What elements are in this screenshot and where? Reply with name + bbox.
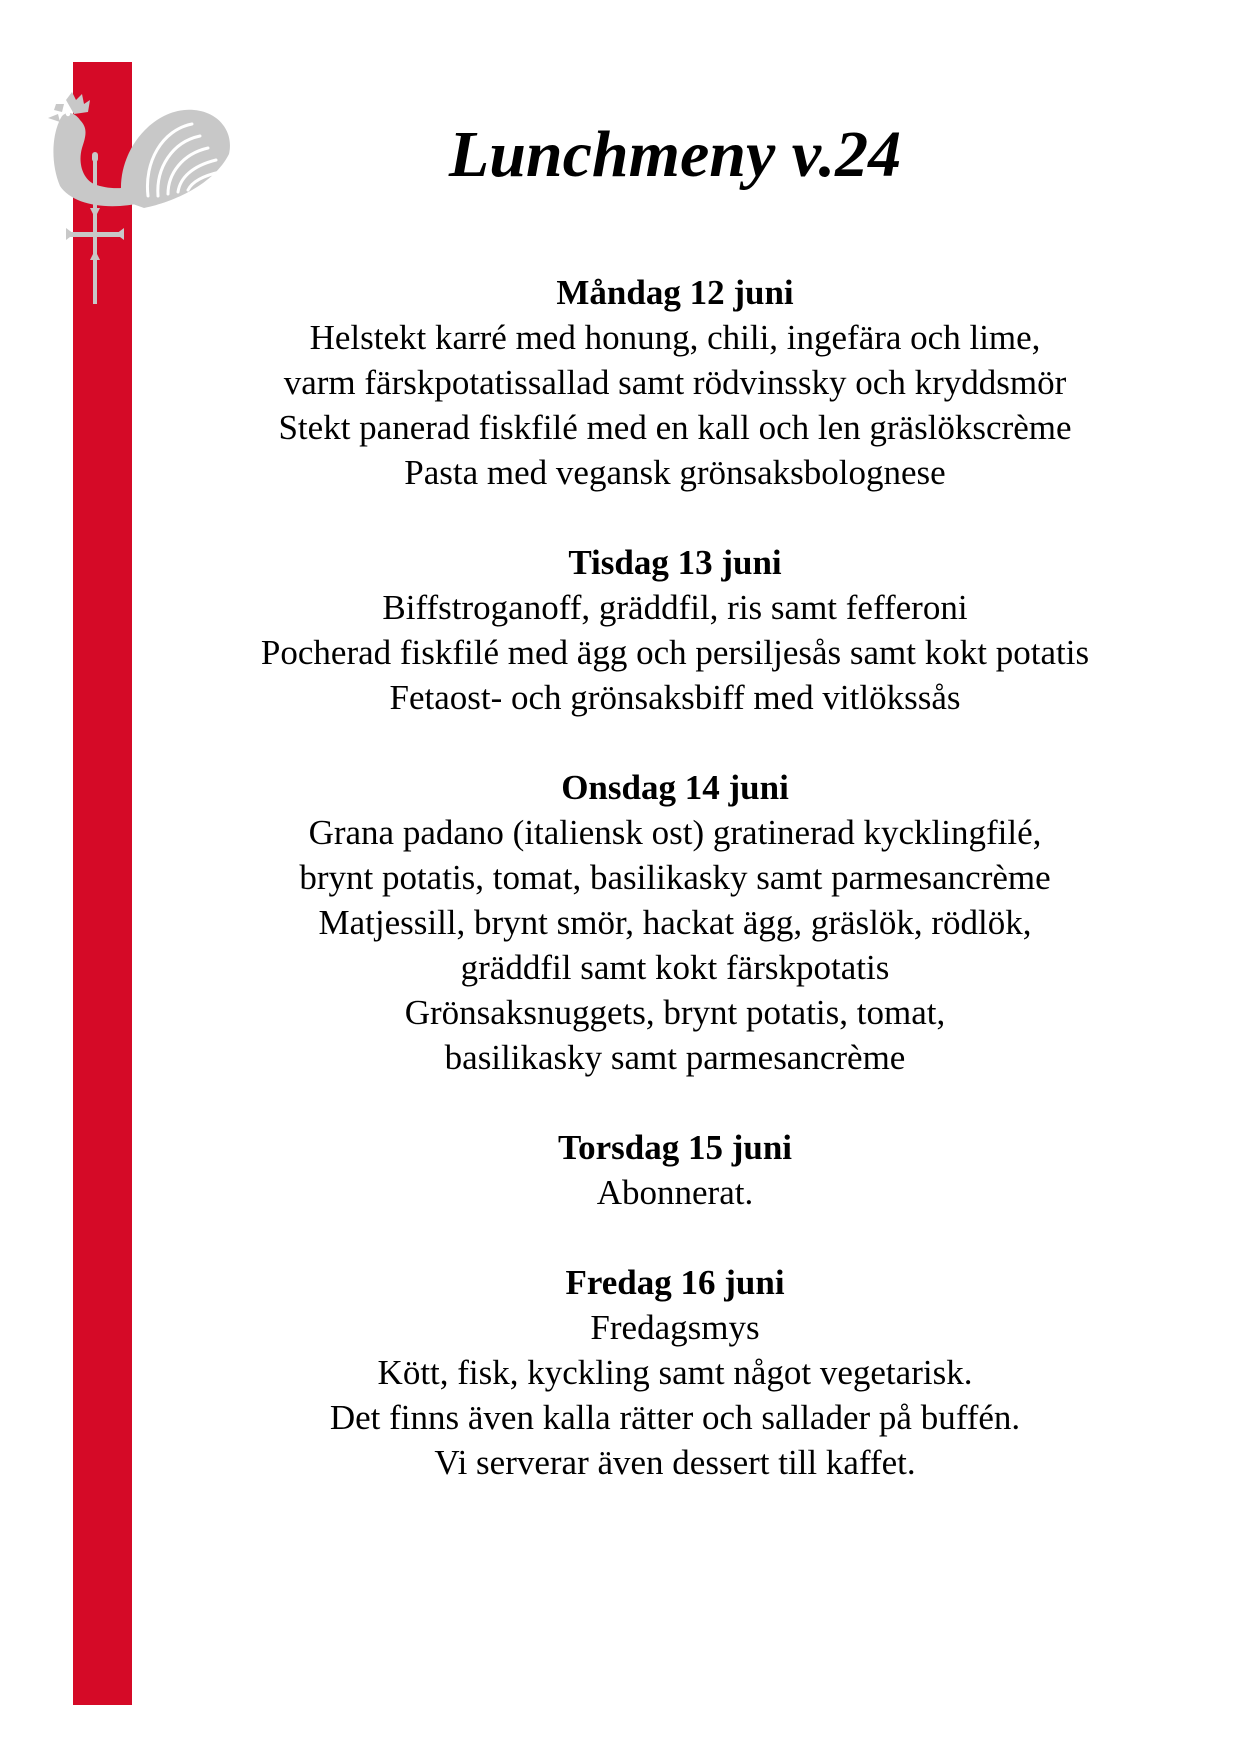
day-thursday xyxy=(140,1125,1210,1215)
dish-line: Pasta med vegansk grönsaksbolognese xyxy=(404,453,946,492)
red-side-stripe xyxy=(73,62,132,1705)
day-tuesday xyxy=(140,540,1210,720)
dish-line: Matjessill, brynt smör, hackat ägg, gräslök, rödlök, xyxy=(318,903,1032,942)
dish-line: gräddfil samt kokt färskpotatis xyxy=(460,948,890,987)
dish-line: varm färskpotatissallad samt rödvinssky och kryddsmör xyxy=(283,363,1067,402)
day-friday xyxy=(140,1260,1210,1485)
dish-line: Stekt panerad fiskfilé med en kall och len gräslökscrème xyxy=(278,408,1072,447)
dish-line: Det finns även kalla rätter och sallader på buffén. xyxy=(329,1398,1021,1437)
dish-line: Vi serverar även dessert till kaffet. xyxy=(434,1443,916,1482)
dish-line: Biffstroganoff, gräddfil, ris samt fefferoni xyxy=(382,588,968,627)
dish-line: Fredagsmys xyxy=(590,1308,760,1347)
day-wednesday xyxy=(140,765,1210,1080)
dish-line: Fetaost- och grönsaksbiff med vitlökssås xyxy=(389,678,961,717)
day-heading: Onsdag 14 juni xyxy=(561,768,789,807)
dish-line: brynt potatis, tomat, basilikasky samt parmesancrème xyxy=(299,858,1051,897)
day-heading: Fredag 16 juni xyxy=(565,1263,785,1302)
dish-line: Grönsaksnuggets, brynt potatis, tomat, xyxy=(404,993,946,1032)
day-heading: Måndag 12 juni xyxy=(556,273,794,312)
day-heading: Tisdag 13 juni xyxy=(568,543,782,582)
day-heading: Torsdag 15 juni xyxy=(557,1128,793,1167)
weekly-menu xyxy=(140,270,1210,1530)
dish-line: Grana padano (italiensk ost) gratinerad kycklingfilé, xyxy=(308,813,1042,852)
dish-line: Abonnerat. xyxy=(596,1173,754,1212)
dish-line: Pocherad fiskfilé med ägg och persiljesås samt kokt potatis xyxy=(260,633,1090,672)
dish-line: Helstekt karré med honung, chili, ingefära och lime, xyxy=(309,318,1041,357)
day-monday xyxy=(140,270,1210,495)
menu-title: Lunchmeny v.24 xyxy=(448,118,902,191)
dish-line: Kött, fisk, kyckling samt något vegetarisk. xyxy=(377,1353,973,1392)
dish-line: basilikasky samt parmesancrème xyxy=(444,1038,906,1077)
